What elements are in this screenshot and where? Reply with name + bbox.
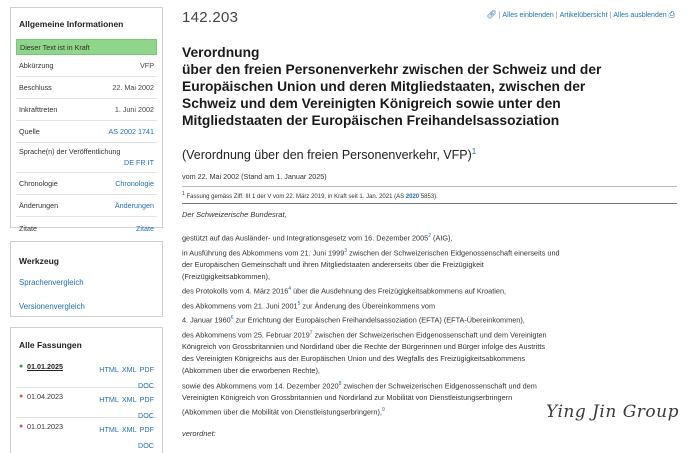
article-overview-link[interactable]: Artikelübersicht xyxy=(559,12,608,19)
format-doc-link[interactable]: DOC xyxy=(138,441,154,450)
preamble-line: sowie des Abkommens vom 14. Dezember 2020$^8$ zwischen der Schweizerischen Eidgenossenschaft und dem xyxy=(182,380,537,390)
version-row xyxy=(16,358,157,388)
format-doc-link[interactable]: DOC xyxy=(138,411,154,420)
info-key: Quelle xyxy=(19,127,40,136)
footnote-ref[interactable]: 1 xyxy=(471,147,477,156)
sr-number: 142.203 xyxy=(182,9,239,26)
status-badge: Dieser Text ist in Kraft xyxy=(16,39,157,55)
info-row-entry-into-force xyxy=(16,99,157,121)
preamble-line: des Abkommens vom 21. Juni 2001$^5$ zur Änderung des Übereinkommens vom xyxy=(182,300,436,311)
document-title xyxy=(182,44,677,129)
short-title xyxy=(182,147,476,162)
info-value: 22. Mai 2002 xyxy=(112,83,154,92)
source-link[interactable]: AS 2002 1741 xyxy=(108,127,154,136)
info-key: Chronologie xyxy=(19,179,58,188)
short-title-text: (Verordnung über den freien Personenverkehr, VFP) xyxy=(182,148,472,163)
language-comparison-link[interactable]: Sprachenvergleich xyxy=(19,278,84,287)
versions-panel xyxy=(10,327,163,453)
format-doc-link[interactable]: DOC xyxy=(138,381,154,390)
footnote-number: 1 xyxy=(182,191,185,197)
document-toolbar: 🔗︎ | Alles einblenden | Artikelübersicht | Alles ausblenden ⎙ xyxy=(486,10,675,19)
info-value: VFP xyxy=(140,61,154,70)
format-xml-link[interactable]: XML xyxy=(121,425,137,434)
format-pdf-link[interactable]: PDF xyxy=(139,365,154,374)
hide-all-link[interactable]: Alles ausblenden xyxy=(613,12,667,19)
link-icon[interactable]: 🔗︎ xyxy=(486,10,497,19)
general-info-panel xyxy=(10,7,163,233)
versions-title: Alle Fassungen xyxy=(19,340,82,350)
chronology-link[interactable]: Chronologie xyxy=(115,179,154,188)
footnote-ref[interactable]: 4 xyxy=(288,286,292,293)
preamble-line: der Europäischen Gemeinschaft und ihren Mitgliedstaaten andererseits über die Freizügigkeit xyxy=(182,260,484,270)
footnote xyxy=(182,186,677,200)
preamble-text xyxy=(182,230,677,419)
version-row xyxy=(16,418,157,448)
format-pdf-link[interactable]: PDF xyxy=(139,425,154,434)
info-row-chronology xyxy=(16,173,157,195)
info-row-abbreviation xyxy=(16,55,157,77)
footnote-ref[interactable]: 7 xyxy=(309,329,313,336)
preamble-line: 4. Januar 1960$^6$ zur Errichtung der Europäischen Freihandelsassoziation (EFTA) (EFTA-Übereinkommen), xyxy=(182,315,525,325)
language-links[interactable]: DE FR IT xyxy=(124,158,154,167)
preamble-line: gestützt auf das Ausländer- und Integrationsgesetz vom 16. Dezember 2005$^2$ (AIG), xyxy=(182,233,453,243)
tools-panel xyxy=(10,241,163,317)
preamble-line: des Vereinigten Königreichs aus der Europäischen Union und des Wegfalls des Freizügigkeitsabkommens xyxy=(182,354,526,364)
sidebar xyxy=(0,0,170,453)
preamble-line: des Protokolls vom 4. März 2016$^4$ über die Ausdehnung des Freizügigkeitsabkommens auf Kroatien, xyxy=(182,286,507,296)
info-row-citations xyxy=(16,217,157,239)
footnote-ref-link[interactable]: 2020 xyxy=(405,194,420,200)
title-line: Mitgliedstaaten der Europäischen Freihandelsassoziation xyxy=(182,113,560,128)
footnote-ref[interactable]: 6 xyxy=(230,315,234,322)
info-row-source xyxy=(16,121,157,143)
version-date-link[interactable]: 01.01.2023 xyxy=(27,422,63,431)
version-date-link[interactable]: 01.04.2023 xyxy=(27,392,63,401)
current-version-dot-icon: ● xyxy=(19,363,24,370)
preamble-line: (Abkommen über die Mobilität von Dienstleistungserbringern),$^9$ xyxy=(182,407,385,417)
format-html-link[interactable]: HTML xyxy=(99,395,119,404)
authority: Der Schweizerische Bundesrat, xyxy=(182,210,287,219)
format-html-link[interactable]: HTML xyxy=(99,425,119,434)
preamble-line: (Freizügigkeitsabkommen), xyxy=(182,272,270,282)
info-key: Zitate xyxy=(19,223,37,233)
title-line: Verordnung xyxy=(182,45,260,60)
info-row-changes xyxy=(16,195,157,217)
info-row-languages xyxy=(16,143,157,173)
version-row xyxy=(16,388,157,418)
print-icon[interactable]: ⎙ xyxy=(668,10,675,19)
version-formats xyxy=(99,422,154,453)
preamble-line: des Abkommens vom 25. Februar 2019$^7$ zwischen der Schweizerischen Eidgenossenschaft und dem Vereinigten xyxy=(182,329,547,340)
date-line: vom 22. Mai 2002 (Stand am 1. Januar 2025) xyxy=(182,172,327,181)
citations-link[interactable]: Zitate xyxy=(136,223,154,233)
footnote-ref[interactable]: 5 xyxy=(297,300,301,307)
footnote-ref[interactable]: 3 xyxy=(344,247,348,254)
footnote-ref[interactable]: 9 xyxy=(381,407,385,414)
title-line: über den freien Personenverkehr zwischen der Schweiz und der xyxy=(182,62,602,77)
version-comparison-link[interactable]: Versionenvergleich xyxy=(19,302,85,311)
old-version-dot-icon: ● xyxy=(19,393,24,400)
footnote-ref[interactable]: 8 xyxy=(338,380,342,387)
info-key: Änderungen xyxy=(19,201,59,210)
preamble-line: in Ausführung des Abkommens vom 21. Juni 1999$^3$ zwischen der Schweizerischen Eidgenossenschaft einerseits und xyxy=(182,247,560,257)
preamble-line: Königreich von Grossbritannien und Nordirland über die Rechte der Bürgerinnen und Bürger infolge des Austritts xyxy=(182,342,546,352)
title-line: Europäischen Union und deren Mitgliedstaaten, zwischen der xyxy=(182,79,586,94)
format-html-link[interactable]: HTML xyxy=(99,365,119,374)
changes-link[interactable]: Änderungen xyxy=(114,201,154,210)
info-key: Abkürzung xyxy=(19,61,54,70)
title-line: Schweiz und dem Vereinigten Königreich sowie unter den xyxy=(182,96,561,111)
footnote-text: Fassung gemäss Ziff. III 1 der V vom 22. März 2019, in Kraft seit 1. Jan. 2021 (AS xyxy=(186,194,406,200)
general-info-title: Allgemeine Informationen xyxy=(19,19,124,29)
watermark-signature: Ying Jin Group xyxy=(546,402,679,422)
version-date-link[interactable]: 01.01.2025 xyxy=(27,362,63,371)
main-content xyxy=(182,0,679,453)
info-row-decision xyxy=(16,77,157,99)
preamble-line: (Abkommen über die erworbenen Rechte), xyxy=(182,366,320,376)
format-pdf-link[interactable]: PDF xyxy=(139,395,154,404)
old-version-dot-icon: ● xyxy=(19,423,24,430)
show-all-link[interactable]: Alles einblenden xyxy=(502,12,554,19)
info-key: Beschluss xyxy=(19,83,52,92)
info-key: Inkrafttreten xyxy=(19,105,58,114)
info-key: Sprache(n) der Veröffentlichung xyxy=(19,147,121,156)
enacting-clause: verordnet: xyxy=(182,428,216,438)
format-xml-link[interactable]: XML xyxy=(121,395,137,404)
footnote-ref[interactable]: 2 xyxy=(428,233,431,239)
info-value: 1. Juni 2002 xyxy=(114,105,154,114)
footnote-tail: 5853). xyxy=(419,194,438,200)
tools-title: Werkzeug xyxy=(19,256,59,266)
format-xml-link[interactable]: XML xyxy=(121,365,137,374)
preamble-line: Vereinigten Königreich von Grossbritannien und Nordirland zur Mobilität von Dienstleistungserbringern xyxy=(182,393,513,403)
